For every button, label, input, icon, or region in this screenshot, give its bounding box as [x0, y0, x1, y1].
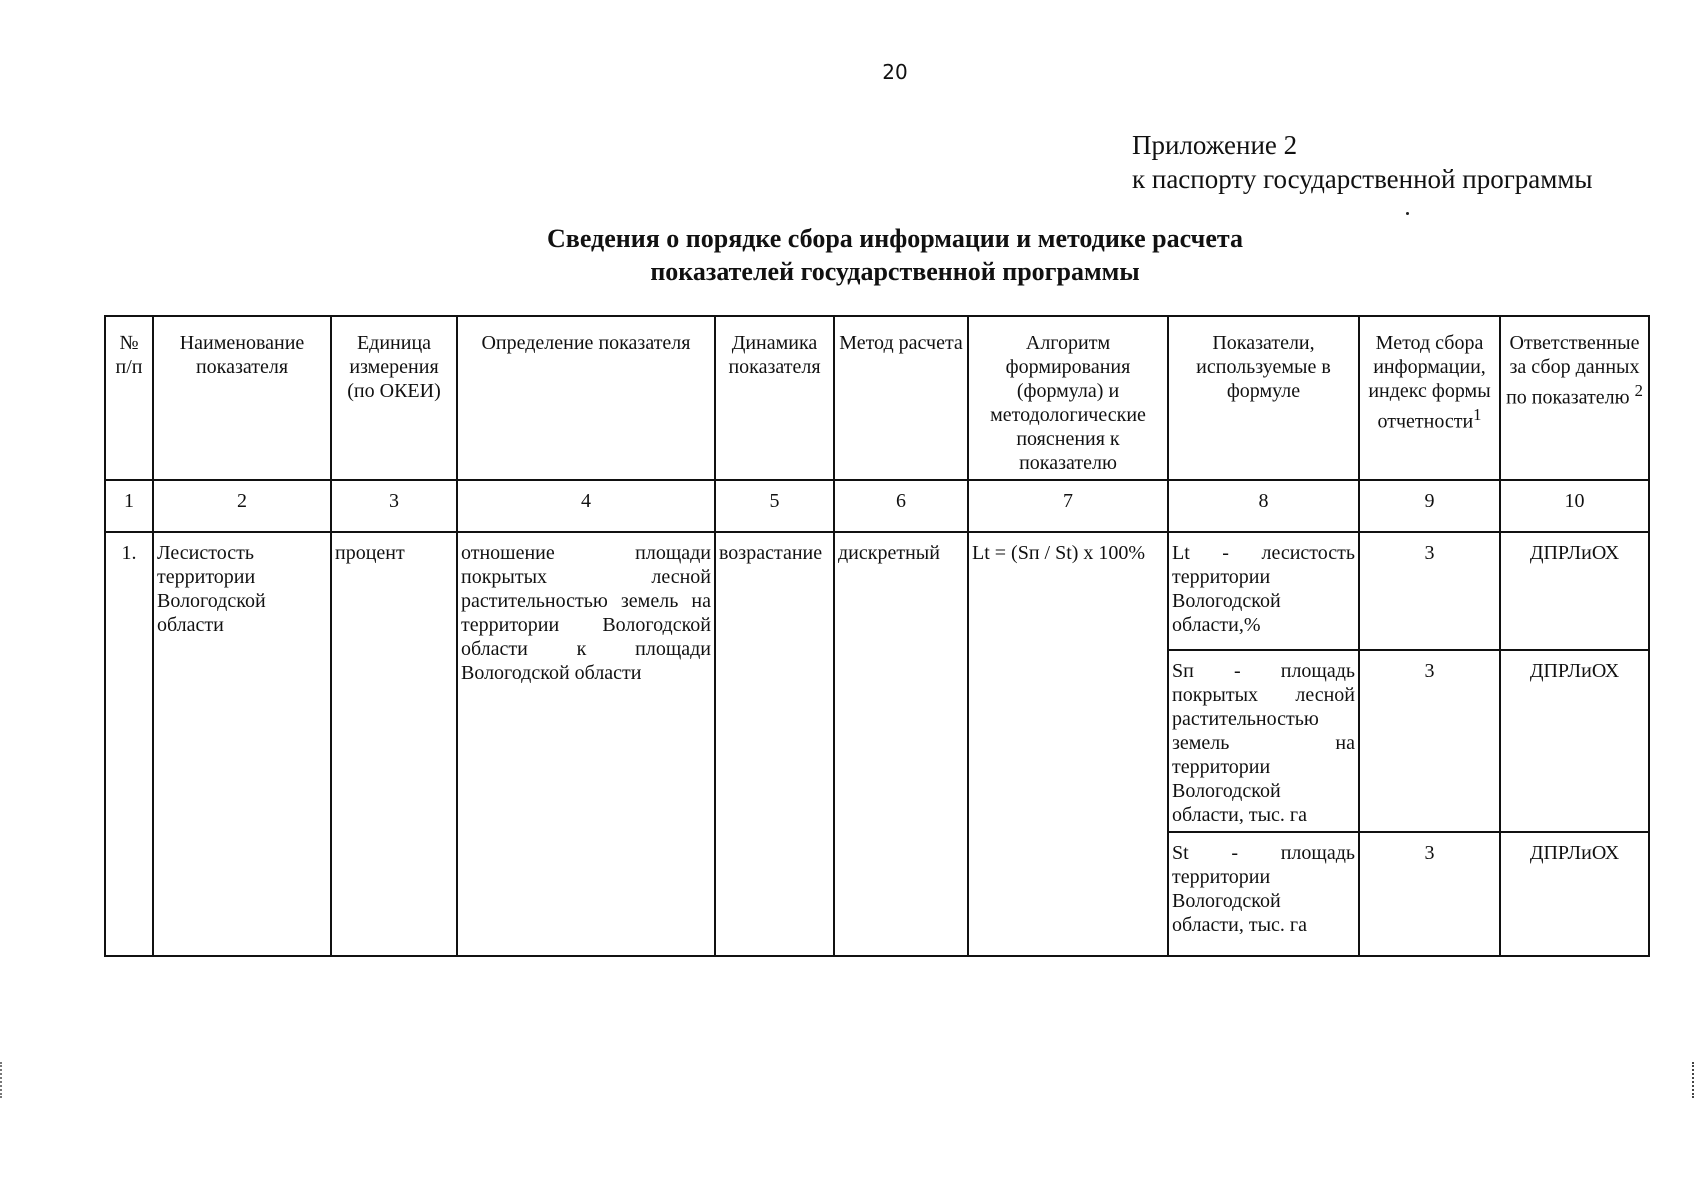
responsible-department: ДПРЛиОХ	[1500, 532, 1649, 650]
header-col-6: Метод расчета	[834, 316, 968, 480]
calculation-method: дискретный	[834, 532, 968, 956]
column-number: 2	[153, 480, 331, 532]
column-number: 1	[105, 480, 153, 532]
footnote-mark-1: 1	[1473, 405, 1482, 424]
header-col-3: Единица измерения (по ОКЕИ)	[331, 316, 457, 480]
header-row	[105, 316, 1649, 480]
column-number: 4	[457, 480, 715, 532]
indicator-name: Лесистость территории Вологодской области	[153, 532, 331, 956]
header-col-4: Определение показателя	[457, 316, 715, 480]
header-col-1: № п/п	[105, 316, 153, 480]
unit-of-measure: процент	[331, 532, 457, 956]
column-number: 9	[1359, 480, 1500, 532]
footnote-mark-2: 2	[1634, 381, 1643, 400]
responsible-department: ДПРЛиОХ	[1500, 650, 1649, 832]
formula-indicator-st: St - площадь территории Вологодской области, тыс. га	[1168, 832, 1359, 956]
title-line-2: показателей государственной программы	[650, 257, 1140, 286]
indicators-table	[104, 315, 1650, 957]
column-number: 6	[834, 480, 968, 532]
header-col-2: Наименование показателя	[153, 316, 331, 480]
header-col-9-text: Метод сбора информации, индекс формы отчетности	[1368, 332, 1491, 433]
collection-method: 3	[1359, 832, 1500, 956]
calculation-formula: Lt = (Sп / St) х 100%	[968, 532, 1168, 956]
row-number: 1.	[105, 532, 153, 956]
document-title	[420, 222, 1370, 288]
header-col-7: Алгоритм формирования (формула) и методологические пояснения к показателю	[968, 316, 1168, 480]
header-col-10-text: Ответственные за сбор данных по показателю	[1506, 332, 1640, 409]
formula-indicator-lt: Lt - лесистость территории Вологодской области,%	[1168, 532, 1359, 650]
title-line-1: Сведения о порядке сбора информации и методике расчета	[547, 224, 1243, 253]
collection-method: 3	[1359, 532, 1500, 650]
collection-method: 3	[1359, 650, 1500, 832]
indicator-definition: отношение площади покрытых лесной растительностью земель на территории Вологодской области к площади Вологодской области	[457, 532, 715, 956]
appendix-line-1: Приложение 2	[1132, 130, 1298, 160]
header-col-5: Динамика показателя	[715, 316, 834, 480]
column-number: 5	[715, 480, 834, 532]
table-row	[105, 532, 1649, 650]
appendix-note	[1132, 128, 1593, 196]
header-col-10	[1500, 316, 1649, 480]
column-number-row	[105, 480, 1649, 532]
indicator-dynamics: возрастание	[715, 532, 834, 956]
header-col-9	[1359, 316, 1500, 480]
column-number: 10	[1500, 480, 1649, 532]
scan-edge-mark-left	[0, 1062, 5, 1098]
column-number: 7	[968, 480, 1168, 532]
scan-edge-mark-right	[1692, 1062, 1697, 1098]
appendix-line-2: к паспорту государственной программы	[1132, 164, 1593, 194]
indicators-table-wrapper	[104, 315, 1650, 957]
header-col-8: Показатели, используемые в формуле	[1168, 316, 1359, 480]
formula-indicator-sp: Sп - площадь покрытых лесной растительностью земель на территории Вологодской области, тыс. га	[1168, 650, 1359, 832]
scan-dot	[1406, 212, 1409, 215]
column-number: 8	[1168, 480, 1359, 532]
responsible-department: ДПРЛиОХ	[1500, 832, 1649, 956]
page-number: 20	[882, 60, 908, 84]
column-number: 3	[331, 480, 457, 532]
